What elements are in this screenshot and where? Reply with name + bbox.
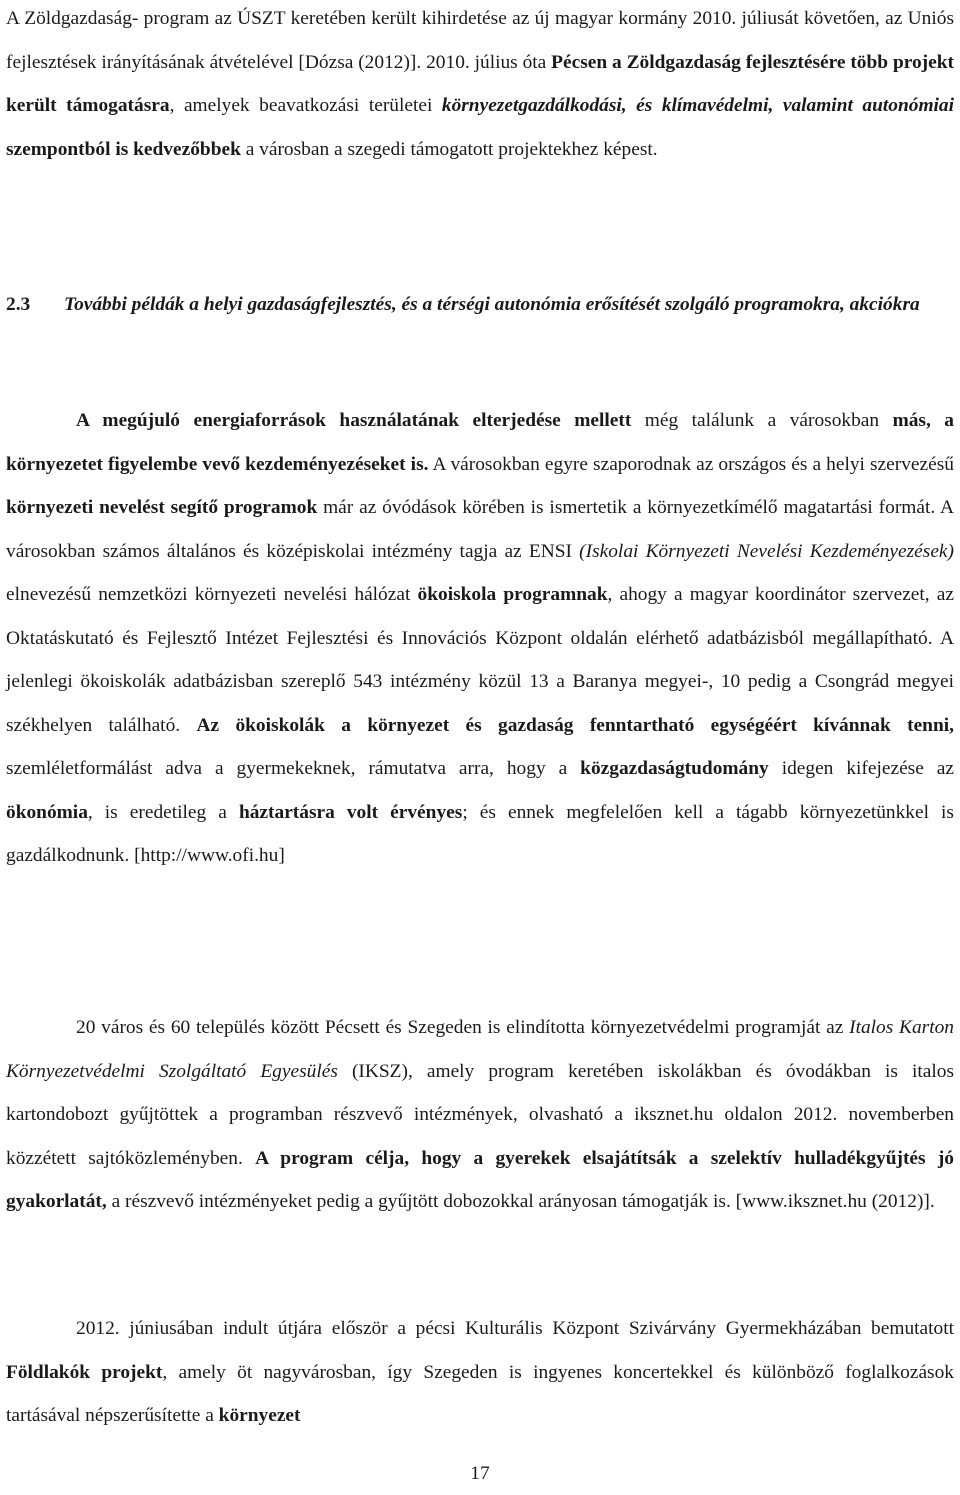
italic-run: (Iskolai Környezeti Nevelési Kezdeményezések) — [579, 540, 954, 562]
text-run: idegen kifejezése az — [768, 758, 955, 779]
text-run: , ahogy a magyar koordinátor szervezet, az Oktatáskutató és Fejlesztő Intézet Fejlesztési és Innovációs Központ oldalán elérhető adatbázisból megállapítható. A jelenlegi ökoiskolák adatbázisban szereplő 543 intézmény közül 13 a Baranya megyei-, 10 pedig a Csongrád megyei székhelyen található. — [6, 584, 954, 736]
bold-run: környezeti nevelést segítő programok — [6, 497, 318, 518]
section-number: 2.3 — [6, 294, 31, 315]
paragraph-foldlakok — [6, 1307, 954, 1438]
bold-run: Pécsen a Zöldgazdaság fejlesztésére több projekt került támogatásra — [6, 51, 954, 116]
page-number: 17 — [470, 1463, 490, 1484]
text-run: (IKSZ), amely program keretében iskolákban és óvodákban is italos kartondobozt gyűjtöttek a programban részvevő intézmények, olvasható a iksznet.hu oldalon 2012. novemberben közzétett sajtóközleményben. — [6, 1060, 954, 1169]
bold-run: közgazdaságtudomány — [580, 758, 769, 779]
text-run: , amelyek beavatkozási területei — [169, 95, 442, 116]
text-run: a részvevő intézményeket pedig a gyűjtött dobozokkal arányosan támogatják is. [www.iksznet.hu (2012)]. — [106, 1191, 935, 1212]
text-run: elnevezésű nemzetközi környezeti nevelési hálózat — [6, 584, 418, 605]
bold-run: Földlakók projekt — [6, 1361, 163, 1383]
bold-run: ökoiskola programnak — [417, 584, 608, 605]
bold-run: háztartásra volt érvényes — [238, 801, 463, 823]
section-title: További példák a helyi gazdaságfejlesztés, és a térségi autonómia erősítését szolgáló programokra, akciókra — [64, 294, 920, 315]
bold-italic-run: környezetgazdálkodási, és klímavédelmi, valamint autonómiai — [441, 95, 954, 116]
paragraph-renewables — [6, 399, 954, 878]
bold-run: A program célja, hogy a gyerekek elsajátítsák a szelektív hulladékgyűjtés jó gyakorlatát, — [6, 1147, 954, 1212]
italic-run: Italos Karton Környezetvédelmi Szolgáltató Egyesülés — [6, 1017, 954, 1082]
bold-run: Az ökoiskolák a környezet és gazdaság fenntartható egységéért kívánnak tenni, — [196, 714, 954, 736]
bold-run: más, a környezetet figyelembe vevő kezdeményezéseket is. — [6, 410, 954, 475]
bold-run: A megújuló energiaforrások használatának elterjedése mellett — [76, 410, 632, 431]
section-heading — [6, 283, 954, 327]
bold-run: ökonómia — [6, 801, 88, 823]
paragraph-ikszn — [6, 1006, 954, 1224]
text-run: A városokban egyre szaporodnak az országos és a helyi szervezésű — [428, 453, 954, 475]
text-run: 2012. júniusában indult útjára először a pécsi Kulturális Központ Szivárvány Gyermekházában bemutatott — [76, 1318, 954, 1339]
text-run: még találunk a városokban — [631, 410, 893, 431]
bold-run: környezet — [218, 1405, 301, 1426]
text-run: 20 város és 60 település között Pécsett és Szegeden is elindította környezetvédelmi programját az — [76, 1017, 850, 1038]
text-run: , is eredetileg a — [87, 801, 239, 823]
text-run: már az óvódások körében is ismertetik a környezetkímélő magatartási formát. A városokban számos általános és középiskolai intézmény tagja az ENSI — [6, 497, 954, 562]
bold-run: szempontból is kedvezőbbek — [6, 138, 241, 160]
text-run: szemléletformálást adva a gyermekeknek, rámutatva arra, hogy a — [6, 758, 581, 779]
text-run: , amely öt nagyvárosban, így Szegeden is ingyenes koncertekkel és különböző foglalkozások tartásával népszerűsítette a — [6, 1361, 954, 1426]
text-run: a városban a szegedi támogatott projektekhez képest. — [240, 138, 658, 160]
paragraph-intro — [6, 0, 954, 171]
text-run: A Zöldgazdaság- program az ÚSZT keretében került kihirdetése az új magyar kormány 2010. júliusát követően, az Uniós fejlesztések irányításának átvételével [Dózsa (2012)]. 2010. július óta — [6, 8, 954, 73]
text-run: ; és ennek megfelelően kell a tágabb környezetünkkel is gazdálkodnunk. [http://www.ofi.hu] — [6, 801, 954, 866]
